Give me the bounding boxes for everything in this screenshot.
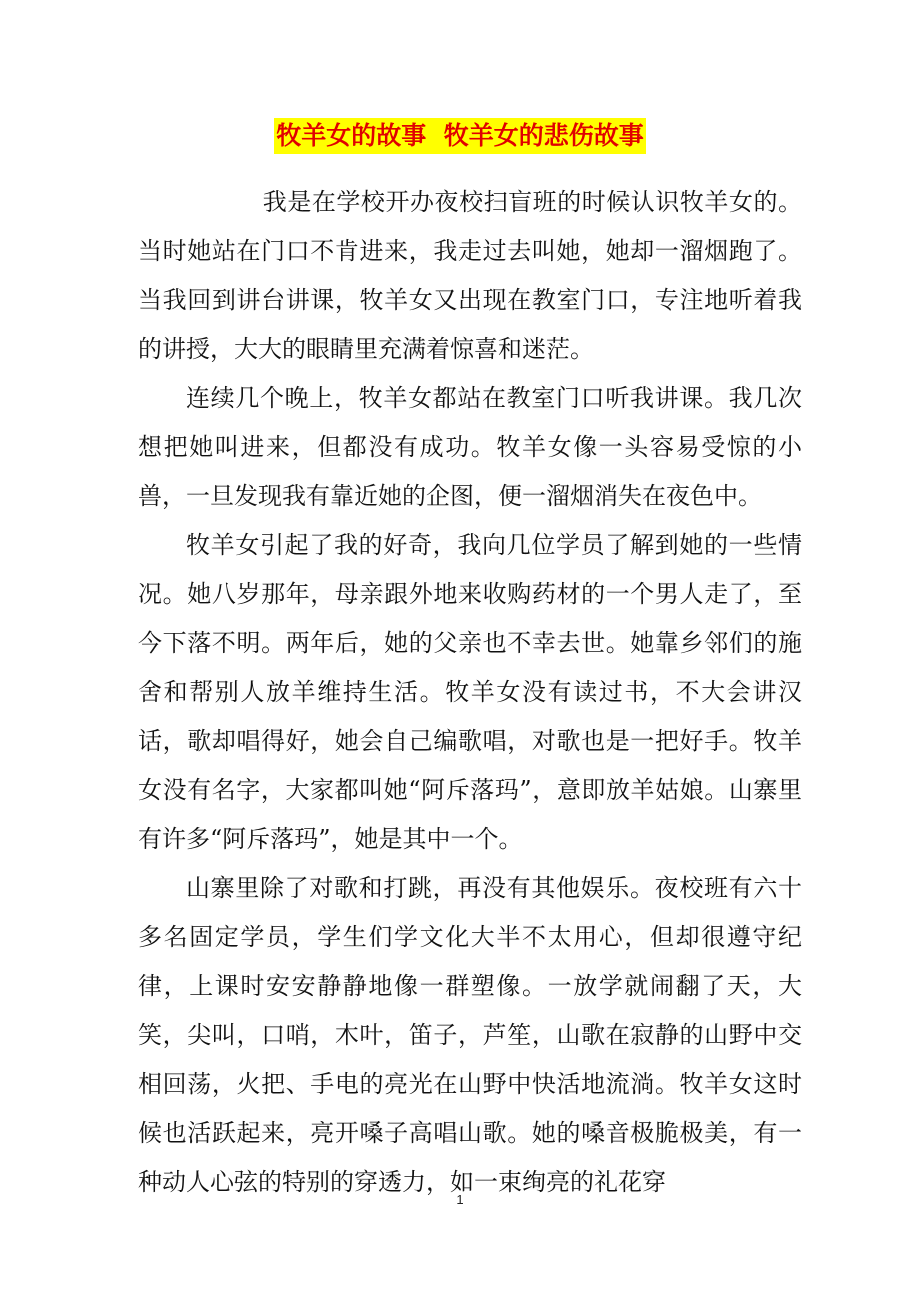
paragraph-3: 牧羊女引起了我的好奇，我向几位学员了解到她的一些情况。她八岁那年，母亲跟外地来收购药材的一个男人走了，至今下落不明。两年后，她的父亲也不幸去世。她靠乡邻们的施舍和帮别人放羊维持生活。牧羊女没有读过书，不大会讲汉话，歌却唱得好，她会自己编歌唱，对歌也是一把好手。牧羊女没有名字，大家都叫她“阿斥落玛”，意即放羊姑娘。山寨里有许多“阿斥落玛”，她是其中一个。 [138,531,802,853]
paragraph-2: 连续几个晚上，牧羊女都站在教室门口听我讲课。我几次想把她叫进来，但都没有成功。牧羊女像一头容易受惊的小兽，一旦发现我有靠近她的企图，便一溜烟消失在夜色中。 [138,384,802,510]
document-title: 牧羊女的故事 牧羊女的悲伤故事 [274,118,645,154]
paragraph-4: 山寨里除了对歌和打跳，再没有其他娱乐。夜校班有六十多名固定学员，学生们学文化大半不太用心，但却很遵守纪律，上课时安安静静地像一群塑像。一放学就闹翻了天，大笑，尖叫，口哨，木叶，笛子，芦笙，山歌在寂静的山野中交相回荡，火把、手电的亮光在山野中快活地流淌。牧羊女这时候也活跃起来，亮开嗓子高唱山歌。她的嗓音极脆极美，有一种动人心弦的特别的穿透力，如一束绚亮的礼花穿 [138,874,802,1196]
page-number: 1 [456,1192,464,1207]
document-body [138,178,802,1207]
paragraph-1: 我是在学校开办夜校扫盲班的时候认识牧羊女的。当时她站在门口不肯进来，我走过去叫她，她却一溜烟跑了。当我回到讲台讲课，牧羊女又出现在教室门口，专注地听着我的讲授，大大的眼睛里充满着惊喜和迷茫。 [138,188,802,363]
title-container [0,118,920,154]
